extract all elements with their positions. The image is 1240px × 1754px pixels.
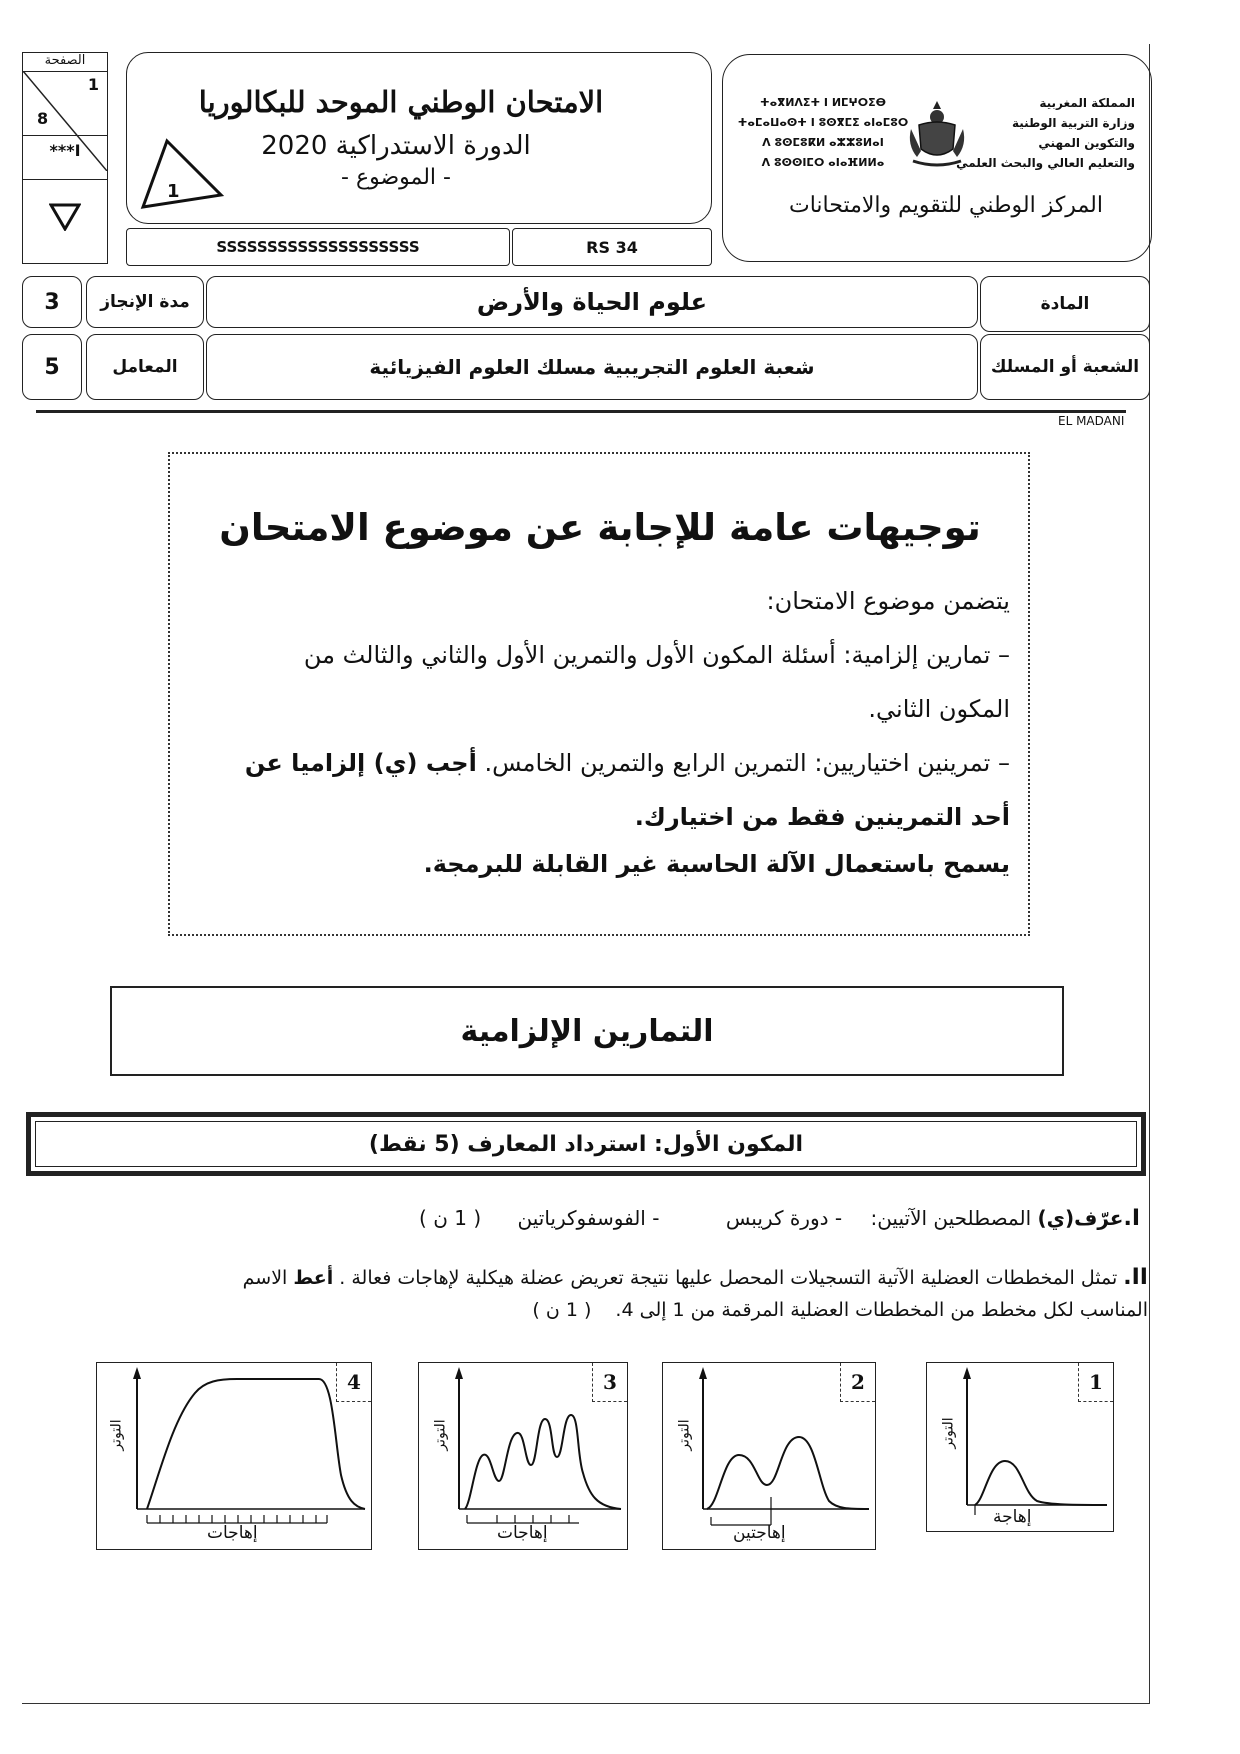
- subject-label-box: [980, 276, 1150, 332]
- component1-title: المكون الأول: استرداد المعارف (5 نقط): [368, 1131, 804, 1157]
- duration-value: 3: [44, 289, 60, 315]
- graph-xlabel: إهاجتين: [733, 1523, 786, 1543]
- down-triangle-icon: [49, 203, 81, 231]
- code-short-box: [512, 228, 712, 266]
- graph-xlabel: إهاجة: [993, 1507, 1032, 1527]
- mandatory-title: التمارين الإلزامية: [460, 1013, 714, 1049]
- instructions-intro: يتضمن موضوع الامتحان:: [766, 587, 1010, 615]
- graph-number: 1: [1078, 1363, 1113, 1402]
- exam-title: الامتحان الوطني الموحد للبكالوريا: [198, 85, 604, 119]
- exam-subject-word: - الموضوع -: [341, 165, 451, 190]
- muscle-graph-4: [96, 1362, 372, 1550]
- code-long: SSSSSSSSSSSSSSSSSSSS: [216, 238, 420, 256]
- graph-ylabel: التوتر: [432, 1419, 449, 1451]
- triangle-number: 1: [167, 181, 180, 202]
- page-number: 1: [87, 75, 99, 94]
- graph-number: 3: [592, 1363, 627, 1402]
- stars-code: ***I: [49, 141, 81, 160]
- muscle-graph-3: [418, 1362, 628, 1550]
- muscle-graph-2: [662, 1362, 876, 1550]
- instructions-title: توجيهات عامة للإجابة عن موضوع الامتحان: [219, 506, 981, 549]
- coef-label: المعامل: [112, 357, 178, 377]
- instructions-body: [180, 574, 1010, 884]
- graph-number: 4: [336, 1363, 371, 1402]
- code-short: RS 34: [586, 237, 638, 257]
- ministry-text: المملكة المغربية وزارة التربية الوطنية والتكوين المهني والتعليم العالي والبحث العلمي: [956, 96, 1135, 170]
- watermark-text: EL MADANI: [1058, 414, 1125, 428]
- page-total: 8: [37, 109, 49, 128]
- branch-value: شعبة العلوم التجريبية مسلك العلوم الفيزيائية: [369, 355, 815, 379]
- exam-title-box: [126, 52, 712, 224]
- q1-term1: - دورة كريبس: [725, 1206, 843, 1230]
- instructions-box: [168, 452, 1030, 936]
- subject-label: المادة: [1040, 294, 1090, 314]
- duration-label: مدة الإنجاز: [100, 292, 190, 312]
- question-2: II. تمثل المخططات العضلية الآتية التسجيلات المحصل عليها نتيجة تعريض عضلة هيكلية لإهاجات فعالة . أعط الاسم المناسب لكل مخطط من المخططات العضلية المرقمة من 1 إلى 4.( 1 ن ): [242, 1265, 1148, 1321]
- duration-value-box: [22, 276, 82, 328]
- subject-value-box: [206, 276, 978, 328]
- component1-title-box: [26, 1112, 1146, 1176]
- instructions-mandatory-line1: – تمارين إلزامية: أسئلة المكون الأول والتمرين الأول والثاني والثالث من: [303, 641, 1010, 669]
- exam-session: الدورة الاستدراكية 2020: [261, 131, 531, 161]
- branch-label-box: [980, 334, 1150, 400]
- instructions-optional-line1: – تمرينين اختياريين: التمرين الرابع والتمرين الخامس. أجب (ي) إلزاميا عن: [244, 749, 1010, 777]
- graph-number: 2: [840, 1363, 875, 1402]
- graph-ylabel: التوتر: [940, 1417, 957, 1449]
- q1-term2: - الفوسفوكرياتين: [517, 1206, 660, 1230]
- subject-value: علوم الحياة والأرض: [476, 288, 708, 316]
- page-label: الصفحة: [23, 53, 107, 72]
- center-name: المركز الوطني للتقويم والامتحانات: [789, 193, 1103, 218]
- header-separator: [36, 410, 1126, 413]
- instructions-calculator: يسمح باستعمال الآلة الحاسبة غير القابلة للبرمجة.: [423, 850, 1010, 878]
- coat-of-arms-icon: [905, 95, 969, 169]
- q1-points: ( 1 ن ): [419, 1206, 482, 1230]
- graph-ylabel: التوتر: [676, 1419, 693, 1451]
- branch-value-box: [206, 334, 978, 400]
- graph-xlabel: إهاجات: [207, 1523, 258, 1543]
- instructions-mandatory-line2: المكون الثاني.: [868, 695, 1010, 723]
- instructions-optional-line2: أحد التمرينين فقط من اختيارك.: [634, 803, 1010, 831]
- page-number-box: [22, 52, 108, 264]
- tifinagh-text: ⵜⴰⴳⵍⴷⵉⵜ ⵏ ⵍⵎⵖⵔⵉⴱ ⵜⴰⵎⴰⵡⴰⵙⵜ ⵏ ⵓⵙⴳⵎⵉ ⴰⵏⴰⵎⵓⵔ ⴷ ⵓⵙⵎⵓⴽⵍ ⴰⵣⵣⵓⵍⴰⵏ ⴷ ⵓⵙⵙⵏⵎⵔ ⴰⵏⴰⴼⵍⵍⴰ: [737, 96, 909, 169]
- graph-ylabel: التوتر: [108, 1419, 125, 1451]
- coef-value: 5: [44, 354, 60, 380]
- question-1: I.عرّف(ي) المصطلحين الآتيين: - دورة كريبس - الفوسفوكرياتين ( 1 ن ): [419, 1206, 1140, 1231]
- ministry-box: [722, 54, 1152, 262]
- coef-label-box: [86, 334, 204, 400]
- muscle-graph-1: [926, 1362, 1114, 1532]
- code-long-box: [126, 228, 510, 266]
- graph-xlabel: إهاجات: [497, 1523, 548, 1543]
- coef-value-box: [22, 334, 82, 400]
- mandatory-title-box: [110, 986, 1064, 1076]
- branch-label: الشعبة أو المسلك: [990, 357, 1140, 377]
- triangle-badge-icon: [139, 137, 225, 213]
- duration-label-box: [86, 276, 204, 328]
